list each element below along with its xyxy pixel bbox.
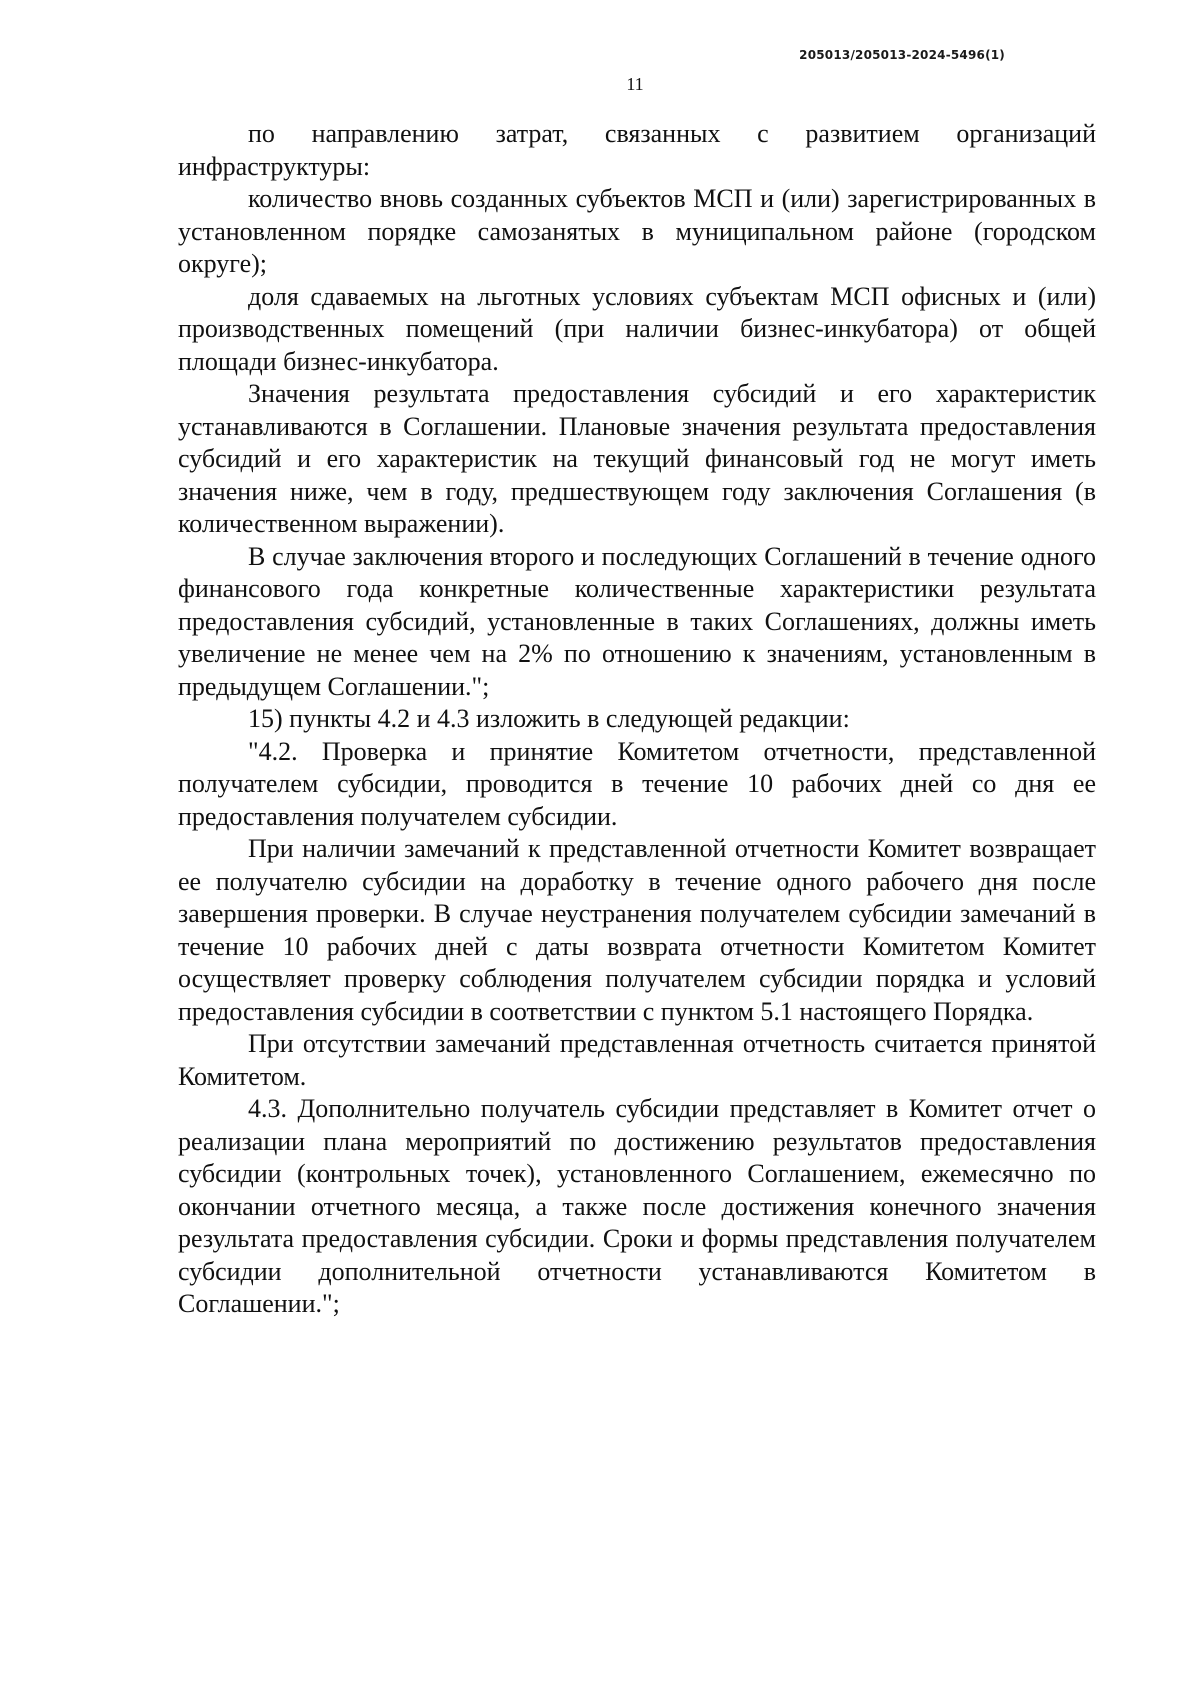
paragraph: При наличии замечаний к представленной отчетности Комитет возвращает ее получателю субсидии на доработку в течение одного рабочего дня после завершения проверки. В случае неустранения получателем субсидии замечаний в течение 10 рабочих дней с даты возврата отчетности Комитетом Комитет осуществляет проверку соблюдения получателем субсидии порядка и условий предоставления субсидии в соответствии с пунктом 5.1 настоящего Порядка.	[178, 834, 1096, 1026]
paragraph: 4.3. Дополнительно получатель субсидии представляет в Комитет отчет о реализации плана мероприятий по достижению результатов предоставления субсидии (контрольных точек), установленного Соглашением, ежемесячно по окончании отчетного месяца, а также после достижения конечного значения результата предоставления субсидии. Сроки и формы представления получателем субсидии дополнительной отчетности устанавливаются Комитетом в Соглашении.";	[178, 1094, 1096, 1318]
paragraph: 15) пункты 4.2 и 4.3 изложить в следующей редакции:	[248, 704, 850, 733]
document-id: 205013/205013-2024-5496(1)	[799, 48, 1005, 62]
paragraph: Значения результата предоставления субсидий и его характеристик устанавливаются в Соглашении. Плановые значения результата предоставления субсидий и его характеристик на текущий финансовый год не могут иметь значения ниже, чем в году, предшествующем году заключения Соглашения (в количественном выражении).	[178, 379, 1096, 538]
paragraph: доля сдаваемых на льготных условиях субъектам МСП офисных и (или) производственных помещений (при наличии бизнес-инкубатора) от общей площади бизнес-инкубатора.	[178, 281, 1096, 376]
paragraph: При отсутствии замечаний представленная отчетность считается принятой Комитетом.	[178, 1029, 1096, 1091]
document-body	[178, 118, 1096, 1321]
paragraph: количество вновь созданных субъектов МСП и (или) зарегистрированных в установленном порядке самозанятых в муниципальном районе (городском округе);	[178, 184, 1096, 278]
page-number: 11	[626, 74, 644, 94]
paragraph: по направлению затрат, связанных с развитием организаций инфраструктуры:	[178, 119, 1096, 181]
paragraph: "4.2. Проверка и принятие Комитетом отчетности, представленной получателем субсидии, проводится в течение 10 рабочих дней со дня ее предоставления получателем субсидии.	[178, 736, 1096, 831]
paragraph: В случае заключения второго и последующих Соглашений в течение одного финансового года конкретные количественные характеристики результата предоставления субсидий, установленные в таких Соглашениях, должны иметь увеличение не менее чем на 2% по отношению к значениям, установленным в предыдущем Соглашении.";	[178, 541, 1096, 701]
